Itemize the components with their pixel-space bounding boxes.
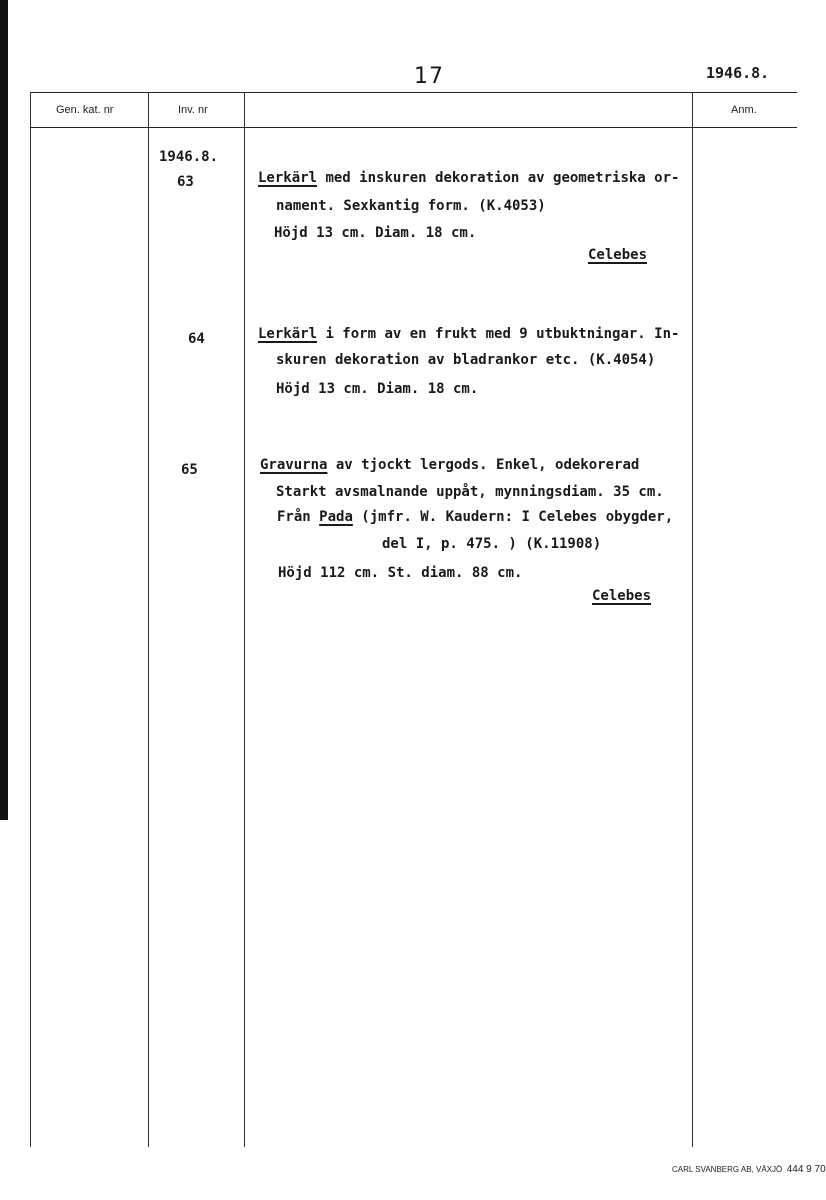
object-title: Lerkärl xyxy=(258,170,318,186)
entry-line: Från Pada (jmfr. W. Kaudern: I Celebes obygder, xyxy=(277,509,674,525)
batch-number: 1946.8. xyxy=(159,149,219,165)
object-title: Lerkärl xyxy=(258,326,318,342)
column-divider-left xyxy=(30,92,31,1147)
entry-line: del I, p. 475. ) (K.11908) xyxy=(382,536,602,552)
entry-line: Gravurna av tjockt lergods. Enkel, odekorerad xyxy=(260,457,640,473)
entry-line: Höjd 13 cm. Diam. 18 cm. xyxy=(274,225,477,241)
header-top-rule xyxy=(30,92,797,93)
inventory-number: 65 xyxy=(181,462,198,478)
locality: Celebes xyxy=(588,247,648,263)
object-title: Gravurna xyxy=(260,457,328,473)
entry-line: Starkt avsmalnande uppåt, mynningsdiam. 35 cm. xyxy=(276,484,664,500)
column-divider-gen-inv xyxy=(148,92,149,1147)
column-header-gen-kat-nr: Gen. kat. nr xyxy=(56,104,114,116)
entry-line: nament. Sexkantig form. (K.4053) xyxy=(276,198,546,214)
header-bottom-rule xyxy=(30,127,797,128)
page-number: 17 xyxy=(414,64,444,89)
page-reference: 1946.8. xyxy=(706,64,770,82)
place-reference: Pada xyxy=(319,509,353,525)
column-divider-inv-desc xyxy=(244,92,245,1147)
entry-line: Höjd 13 cm. Diam. 18 cm. xyxy=(276,381,479,397)
column-header-anm: Anm. xyxy=(731,104,757,116)
entry-line: Höjd 112 cm. St. diam. 88 cm. xyxy=(278,565,523,581)
column-divider-desc-anm xyxy=(692,92,693,1147)
column-header-inv-nr: Inv. nr xyxy=(178,104,208,116)
entry-line: skuren dekoration av bladrankor etc. (K.4054) xyxy=(276,352,656,368)
entry-line: Lerkärl i form av en frukt med 9 utbuktningar. In- xyxy=(258,326,680,342)
inventory-number: 63 xyxy=(177,174,194,190)
printer-imprint: CARL SVANBERG AB, VÄXJÖ 444 9 70 xyxy=(672,1164,826,1175)
entry-line: Lerkärl med inskuren dekoration av geometriska or- xyxy=(258,170,680,186)
page-edge-bar xyxy=(0,0,8,820)
inventory-number: 64 xyxy=(188,331,205,347)
locality: Celebes xyxy=(592,588,652,604)
